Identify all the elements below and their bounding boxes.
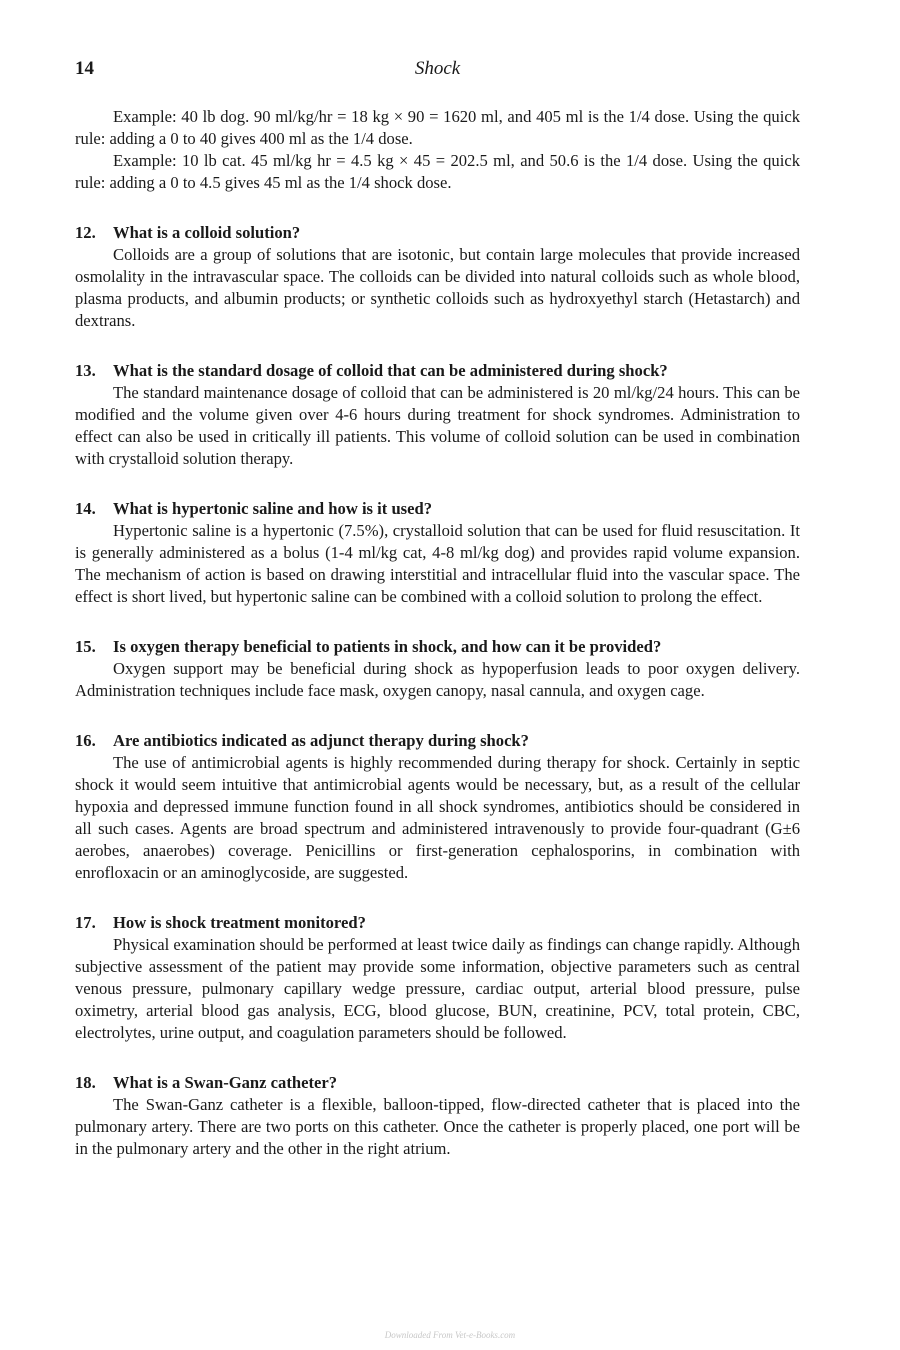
running-head: Shock: [414, 58, 461, 79]
answer-text: Hypertonic saline is a hypertonic (7.5%), crystalloid solution that can be used for fluid resuscitation. It is generally administered as a bolus (1-4 ml/kg cat, 4-8 ml/kg dog) and provides rapid volume expansion. The mechanism of action is based on drawing interstitial and intracellular fluid into the vascular space. The effect is short lived, but hypertonic saline can be combined with a colloid solution to prolong the effect.: [75, 521, 800, 606]
question-heading: [75, 636, 800, 658]
qa-item-14: [75, 498, 800, 608]
question-number: 15.: [75, 637, 96, 656]
question-heading: [75, 912, 800, 934]
question-text: What is hypertonic saline and how is it used?: [113, 499, 433, 518]
question-number: 16.: [75, 731, 96, 750]
question-text: What is the standard dosage of colloid that can be administered during shock?: [113, 361, 668, 380]
question-text: How is shock treatment monitored?: [113, 913, 366, 932]
question-heading: [75, 360, 800, 382]
answer-text: Physical examination should be performed at least twice daily as findings can change rapidly. Although subjective assessment of the patient may provide some information, objective parameters such as central venous pressure, pulmonary capillary wedge pressure, cardiac output, arterial blood pressure, pulse oximetry, arterial blood gas analysis, ECG, blood glucose, BUN, creatinine, PCV, total protein, CBC, electrolytes, urine output, and coagulation parameters should be followed.: [75, 935, 800, 1042]
question-heading: [75, 1072, 800, 1094]
answer-text: The use of antimicrobial agents is highly recommended during therapy for shock. Certainly in septic shock it would seem intuitive that antimicrobial agents would be necessary, but, as a result of the cellular hypoxia and depressed immune function found in all shock syndromes, antibiotics should be considered in all such cases. Agents are broad spectrum and administered intravenously to provide four-quadrant (G±6 aerobes, anaerobes) coverage. Penicillins or first-generation cephalosporins, in combination with enrofloxacin or an aminoglycoside, are suggested.: [75, 753, 800, 882]
page-number: 14: [75, 58, 94, 79]
question-number: 18.: [75, 1073, 96, 1092]
question-heading: [75, 222, 800, 244]
page-content: [75, 106, 800, 1160]
qa-item-16: [75, 730, 800, 884]
download-watermark: Downloaded From Vet-e-Books.com: [384, 1330, 516, 1340]
answer-text: The Swan-Ganz catheter is a flexible, balloon-tipped, flow-directed catheter that is placed into the pulmonary artery. There are two ports on this catheter. Once the catheter is properly placed, one port will be in the pulmonary artery and the other in the right atrium.: [75, 1095, 800, 1158]
page-header: [75, 58, 800, 86]
question-heading: [75, 730, 800, 752]
question-text: What is a colloid solution?: [113, 223, 301, 242]
question-heading: [75, 498, 800, 520]
qa-item-17: [75, 912, 800, 1044]
question-text: What is a Swan-Ganz catheter?: [113, 1073, 337, 1092]
answer-text: The standard maintenance dosage of colloid that can be administered is 20 ml/kg/24 hours. This can be modified and the volume given over 4-6 hours during treatment for shock syndromes. Administration to effect can also be used in critically ill patients. This volume of colloid solution can be used in combination with crystalloid solution therapy.: [75, 383, 800, 468]
qa-item-18: [75, 1072, 800, 1160]
question-text: Is oxygen therapy beneficial to patients in shock, and how can it be provided?: [113, 637, 662, 656]
question-number: 17.: [75, 913, 96, 932]
qa-item-15: [75, 636, 800, 702]
qa-item-13: [75, 360, 800, 470]
question-number: 12.: [75, 223, 96, 242]
example-paragraph-dog: Example: 40 lb dog. 90 ml/kg/hr = 18 kg × 90 = 1620 ml, and 405 ml is the 1/4 dose. Using the quick rule: adding a 0 to 40 gives 400 ml as the 1/4 dose.: [75, 107, 800, 148]
question-number: 13.: [75, 361, 96, 380]
question-text: Are antibiotics indicated as adjunct therapy during shock?: [113, 731, 529, 750]
question-number: 14.: [75, 499, 96, 518]
example-paragraph-cat: Example: 10 lb cat. 45 ml/kg hr = 4.5 kg × 45 = 202.5 ml, and 50.6 is the 1/4 dose. Using the quick rule: adding a 0 to 4.5 gives 45 ml as the 1/4 shock dose.: [75, 151, 800, 192]
answer-text: Oxygen support may be beneficial during shock as hypoperfusion leads to poor oxygen delivery. Administration techniques include face mask, oxygen canopy, nasal cannula, and oxygen cage.: [75, 659, 800, 700]
qa-item-12: [75, 222, 800, 332]
answer-text: Colloids are a group of solutions that are isotonic, but contain large molecules that provide increased osmolality in the intravascular space. The colloids can be divided into natural colloids such as whole blood, plasma products, and albumin products; or synthetic colloids such as hydroxyethyl starch (Hetastarch) and dextrans.: [75, 245, 800, 330]
